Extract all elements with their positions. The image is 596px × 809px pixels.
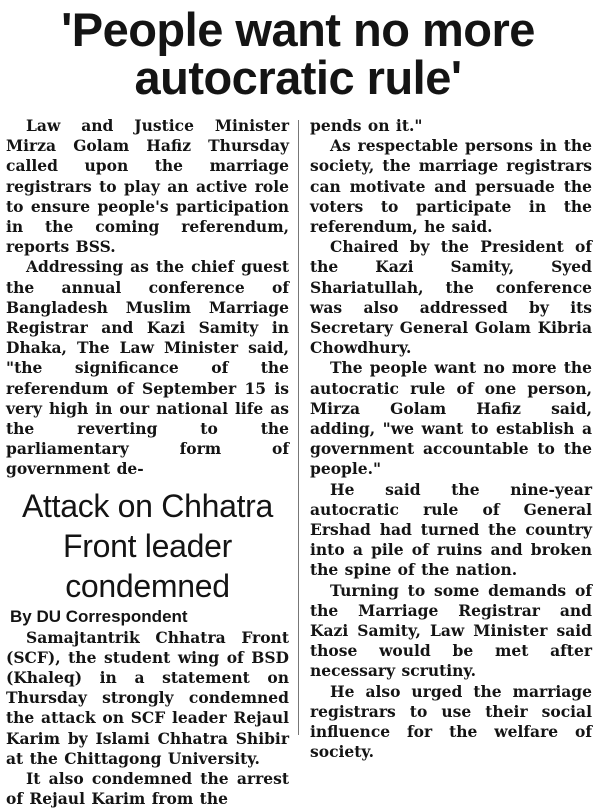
column-divider	[298, 120, 299, 735]
second-story-headline: Attack on Chhatra Front leader condemned	[21, 487, 274, 604]
left-column	[6, 116, 289, 809]
left-paragraph-1: Law and Justice Minister Mirza Golam Hafiz Thursday called upon the marriage registrars to play an active role to ensure people's participation in the coming referendum, reports BSS.	[6, 116, 289, 257]
right-paragraph-5: He said the nine-year autocratic rule of General Ershad had turned the country into a pile of ruins and broken the spine of the nation.	[310, 479, 592, 580]
right-paragraph-1: pends on it."	[310, 116, 423, 135]
second-story-paragraph-2: It also condemned the arrest of Rejaul Karim from the	[6, 769, 289, 809]
right-column	[310, 116, 592, 763]
left-paragraph-2: Addressing as the chief guest the annual conference of Bangladesh Muslim Marriage Registrar and Kazi Samity in Dhaka, The Law Minister said, "the significance of the referendum of September 15 is very high in our national life as the reverting to the parliamentary form of government de-	[6, 257, 289, 479]
main-headline-line-1: 'People want no more	[61, 3, 535, 56]
right-paragraph-4: The people want no more the autocratic rule of one person, Mirza Golam Hafiz said, adding, "we want to establish a government accountable to the people."	[310, 358, 592, 479]
second-story-byline: By DU Correspondent	[10, 606, 188, 626]
right-paragraph-2: As respectable persons in the society, the marriage registrars can motivate and persuade the voters to participate in the referendum, he said.	[310, 136, 592, 237]
right-paragraph-7: He also urged the marriage registrars to use their social influence for the welfare of society.	[310, 681, 592, 762]
right-paragraph-3: Chaired by the President of the Kazi Samity, Syed Shariatullah, the conference was also addressed by its Secretary General Golam Kibria Chowdhury.	[310, 237, 592, 358]
right-paragraph-6: Turning to some demands of the Marriage Registrar and Kazi Samity, Law Minister said those would be met after necessary scrutiny.	[310, 580, 592, 681]
second-story-paragraph-1: Samajtantrik Chhatra Front (SCF), the student wing of BSD (Khaleq) in a statement on Thursday strongly condemned the attack on SCF leader Rejaul Karim by Islami Chhatra Shibir at the Chittagong University.	[6, 627, 289, 768]
main-headline-line-2: autocratic rule'	[134, 51, 462, 104]
main-headline	[0, 0, 596, 102]
